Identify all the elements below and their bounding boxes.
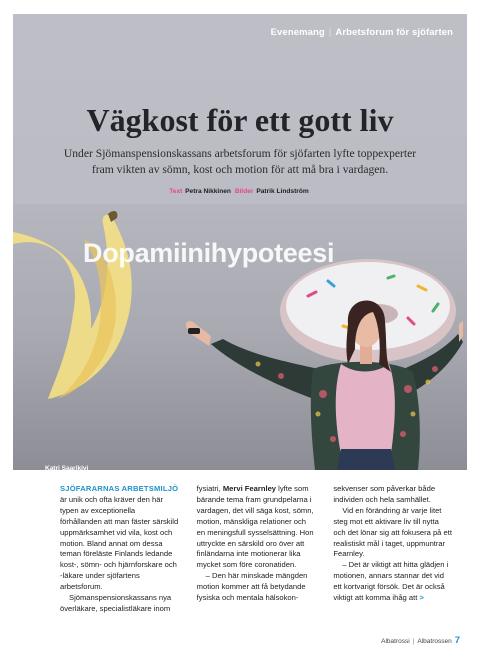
page-number: 7	[454, 635, 460, 646]
lead-line-1: Under Sjömanspensionskassans arbetsforum för sjöfarten lyfte toppexperter	[63, 147, 417, 160]
lead-in: SJÖFARARNAS ARBETSMILJÖ	[60, 484, 179, 493]
paragraph	[333, 560, 452, 604]
paragraph	[197, 484, 316, 571]
paragraph-text: – Det är viktigt att hitta glädjen i motionen, annars stannar det vid ett kortvarigt försök. Det är också viktigt att komma ihåg att	[333, 560, 449, 603]
byline-photo-label: Bilder	[234, 188, 254, 195]
banana-graphic	[13, 204, 163, 404]
section-label: Evenemang	[270, 27, 325, 38]
body-column-2	[197, 484, 316, 614]
paragraph	[60, 484, 179, 593]
article-title: Vägkost för ett gott liv	[86, 102, 394, 138]
lead-line-2: fram vikten av sömn, kost och motion för att må bra i vardagen.	[91, 163, 389, 176]
paragraph: Sjömanspensionskassans nya överläkare, specialistläkare inom	[60, 593, 172, 613]
paragraph: sekvenser som påverkar både individen och hela samhället.	[333, 484, 436, 504]
byline	[13, 188, 467, 195]
page-footer	[381, 635, 460, 646]
magazine-name-sv: Albatrossen	[417, 638, 452, 645]
photo-caption: Katri Saarikivi	[45, 465, 89, 470]
paragraph-text: fysiatri,	[196, 484, 223, 493]
body-column-3	[333, 484, 452, 614]
paragraph: – Den här minskade mängden motion kommer att få betydande fysiska och mentala hälsokon-	[196, 571, 308, 603]
section-separator: |	[328, 27, 332, 38]
paragraph-text: lyfte som bärande tema fram grundpelarna i vardagen, det vill säga kost, sömn, motion, mänskliga relationer och en meningsfull sysselsättning. Hon uttryckte en särskild oro över att finländarna inte motionerar lika mycket som före coronatiden.	[196, 484, 314, 570]
slide-heading: Dopamiinihypoteesi	[83, 238, 335, 268]
speaker-figure	[163, 264, 463, 470]
continue-arrow-icon: >	[419, 593, 424, 603]
body-column-1	[60, 484, 179, 614]
paragraph-text: är unik och ofta kräver den här typen av exceptionella förhållanden att man fäster särskild uppmärksamhet vid vila, kost och motion. Bland annat om dessa teman föreläste Finlands ledande kost-, sömn- och hjärnforskare och -läkare under sjöfartens arbetsforum.	[60, 494, 179, 592]
article-lead	[63, 146, 417, 178]
person-name: Mervi Fearnley	[222, 484, 277, 493]
section-header	[271, 27, 453, 38]
section-topic: Arbetsforum för sjöfarten	[335, 27, 453, 38]
byline-photo-author: Patrik Lindström	[256, 188, 309, 195]
byline-text-label: Text	[169, 188, 183, 195]
footer-separator: |	[412, 638, 415, 645]
paragraph: Vid en förändring är varje litet steg mot ett aktivare liv till nytta och det lönar sig att fokusera på ett realistiskt mål i taget, uppmuntrar Fearnley.	[333, 505, 452, 559]
article-body	[60, 484, 452, 614]
hero-photo	[13, 14, 467, 470]
magazine-name-fi: Albatrossi	[381, 638, 410, 645]
byline-text-author: Petra Nikkinen	[185, 188, 231, 195]
